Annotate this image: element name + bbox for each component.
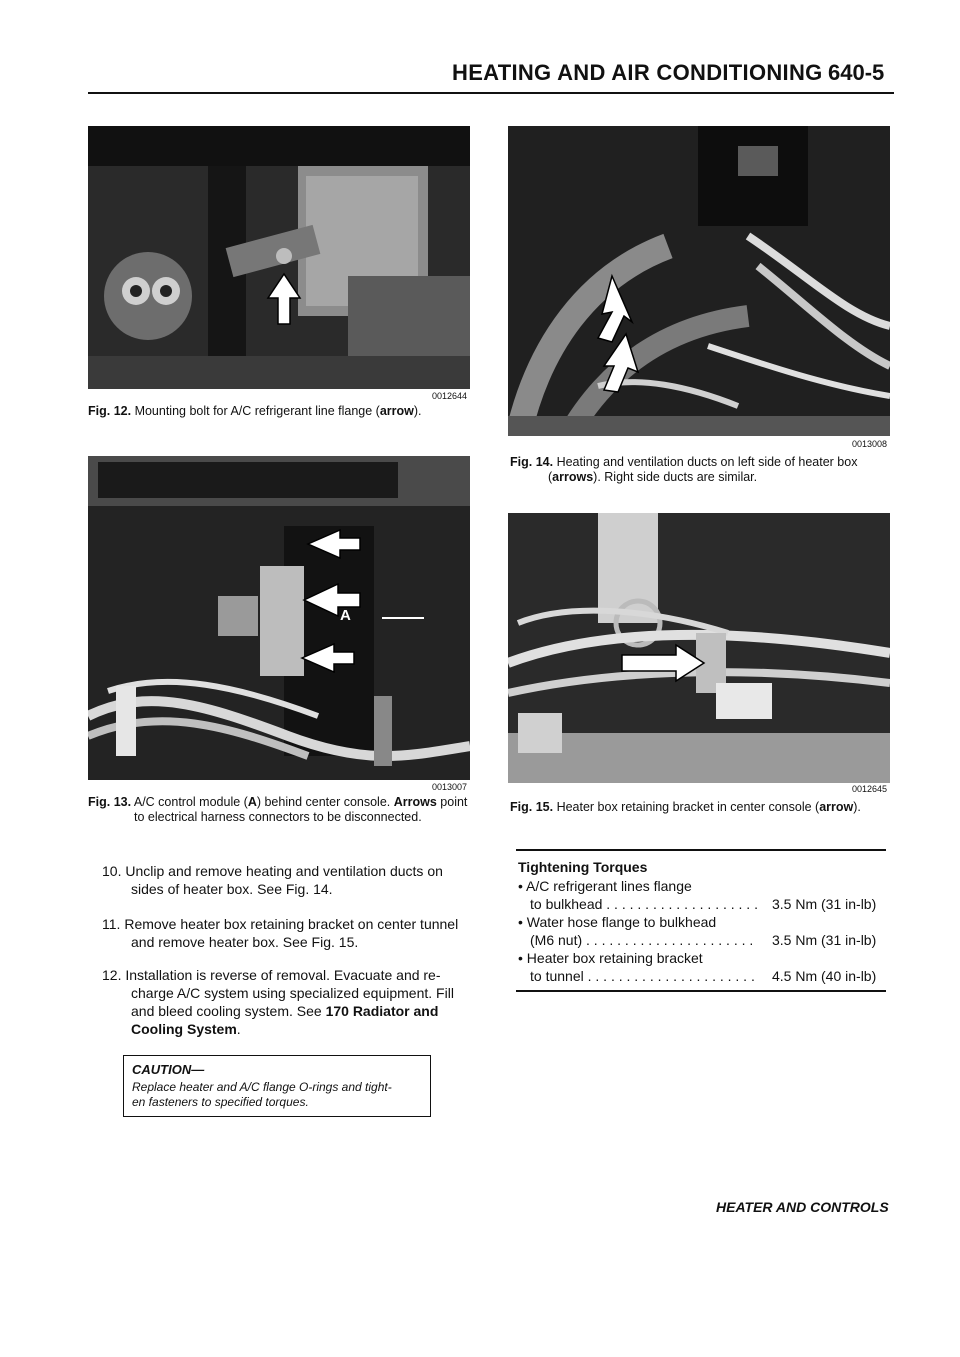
torque-item-1-value: 3.5 Nm (31 in-lb): [772, 896, 877, 912]
step-10-line1: Unclip and remove heating and ventilation ducts on: [125, 863, 443, 879]
fig13-callout-a: A: [340, 607, 351, 624]
torque-item-2-name: • Water hose flange to bulkhead: [518, 914, 717, 930]
fig15-caption-bold: arrow: [819, 800, 854, 814]
step-10: [102, 862, 482, 898]
torque-item-1-name: • A/C refrigerant lines flange: [518, 878, 692, 894]
fig14-label: Fig. 14.: [510, 455, 554, 469]
fig13-caption-mid: ) behind center console.: [256, 795, 394, 809]
page-header-title: HEATING AND AIR CONDITIONING: [452, 60, 823, 85]
fig15-image-id: 0012645: [852, 784, 888, 794]
torques-top-rule: [516, 849, 886, 851]
step-12-ref-a: 170 Radiator and: [325, 1003, 439, 1019]
step-12-ref-b: Cooling System: [131, 1021, 237, 1037]
fig14-caption-text: Heating and ventilation ducts on left side of heater box: [556, 455, 858, 469]
fig15-photo: [508, 513, 890, 783]
fig13-caption-text: A/C control module (: [133, 795, 248, 809]
step-10-line2: sides of heater box. See Fig. 14.: [131, 881, 333, 897]
fig14-caption-end: ). Right side ducts are similar.: [593, 470, 758, 484]
fig12-caption-bold: arrow: [379, 404, 414, 418]
fig14-caption: [510, 455, 857, 470]
step-11-line1: Remove heater box retaining bracket on center tunnel: [124, 916, 459, 932]
torques-bottom-rule: [516, 990, 886, 992]
page-number: 640-5: [828, 60, 885, 85]
step-10-num: 10.: [102, 863, 122, 879]
torque-item-3-name: • Heater box retaining bracket: [518, 950, 703, 966]
fig14-caption-line2: [548, 470, 757, 485]
fig13-caption: [88, 795, 467, 810]
torques-title: Tightening Torques: [518, 859, 648, 875]
fig15-caption-end: ).: [853, 800, 861, 814]
fig12-label: Fig. 12.: [88, 404, 132, 418]
fig14-photo: [508, 126, 890, 436]
torque-item-2-value: 3.5 Nm (31 in-lb): [772, 932, 877, 948]
fig13-caption-end: point: [436, 795, 468, 809]
fig13-image-id: 0013007: [432, 782, 468, 792]
step-12-line1: Installation is reverse of removal. Evacuate and re-: [125, 967, 441, 983]
fig13-caption-bold-a: A: [247, 795, 257, 809]
fig13-photo: [88, 456, 470, 780]
caution-title: CAUTION—: [132, 1062, 205, 1077]
torque-item-3-value: 4.5 Nm (40 in-lb): [772, 968, 877, 984]
torque-item-3-sub: to tunnel . . . . . . . . . . . . . . . . . . . . . .: [530, 968, 755, 984]
fig12-caption-text: Mounting bolt for A/C refrigerant line flange (: [134, 404, 380, 418]
fig15-caption: [510, 800, 861, 815]
fig12-caption-end: ).: [413, 404, 422, 418]
torque-item-1-sub: to bulkhead . . . . . . . . . . . . . . . . . . . .: [530, 896, 758, 912]
step-12-num: 12.: [102, 967, 122, 983]
fig15-caption-text: Heater box retaining bracket in center console (: [556, 800, 820, 814]
step-11-num: 11.: [102, 916, 121, 932]
caution-box: [123, 1055, 431, 1117]
fig15-label: Fig. 15.: [510, 800, 554, 814]
caution-line2: en fasteners to specified torques.: [132, 1095, 309, 1109]
header-rule: [88, 92, 894, 94]
fig14-caption-bold: arrows: [552, 470, 594, 484]
fig13-caption-line2: to electrical harness connectors to be disconnected.: [134, 810, 422, 824]
step-11-line2: and remove heater box. See Fig. 15.: [131, 934, 359, 950]
fig13-caption-bold-b: Arrows: [393, 795, 437, 809]
step-12-line3: and bleed cooling system. See: [131, 1003, 326, 1019]
step-12-line2: charge A/C system using specialized equipment. Fill: [131, 985, 454, 1001]
torque-item-2-sub: (M6 nut) . . . . . . . . . . . . . . . . . . . . . .: [530, 932, 754, 948]
fig12-caption: [88, 404, 422, 419]
caution-line1: Replace heater and A/C flange O-rings and tight-: [132, 1080, 392, 1094]
fig14-caption-open: (: [548, 470, 553, 484]
fig13-label: Fig. 13.: [88, 795, 132, 809]
step-11: [102, 915, 482, 951]
fig14-image-id: 0013008: [852, 439, 888, 449]
section-footer: HEATER AND CONTROLS: [716, 1199, 889, 1215]
fig12-image-id: 0012644: [432, 391, 468, 401]
step-12-end: .: [236, 1021, 241, 1037]
step-12: [102, 966, 482, 1038]
fig12-photo: [88, 126, 470, 389]
